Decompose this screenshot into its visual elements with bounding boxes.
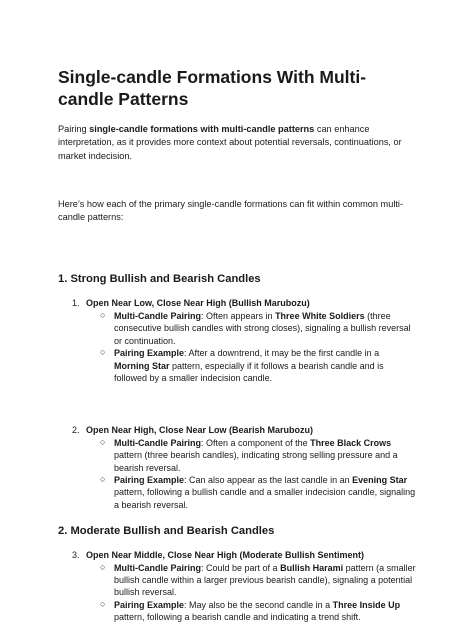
sub-item-pairing	[86, 310, 416, 347]
circle-bullet-icon: ○	[100, 347, 106, 358]
sub-text: pattern, following a bearish candle and indicating a trend shift.	[114, 612, 361, 623]
sub-text: (three consecutive bullish candles with strong closes), signaling a bullish reversal or continuation.	[114, 310, 411, 346]
sub-text: : Often appears in	[201, 310, 276, 321]
sub-label: Multi-Candle Pairing	[114, 562, 202, 573]
sub-bold: Three Black Crows	[310, 437, 392, 448]
list-item-heading: Open Near Low, Close Near High (Bullish Marubozu)	[86, 298, 310, 309]
list-item-heading: Open Near High, Close Near Low (Bearish Marubozu)	[86, 425, 314, 436]
sub-bold: Three Inside Up	[332, 599, 401, 610]
sub-label: Pairing Example	[114, 599, 185, 610]
circle-bullet-icon: ○	[100, 309, 106, 320]
section-heading-1: 1. Strong Bullish and Bearish Candles	[58, 273, 261, 286]
sub-text: pattern, following a bullish candle and a smaller indecision candle, signaling a bearish reversal.	[114, 487, 416, 510]
document-title: Single-candle Formations With Multi-candle Patterns	[58, 67, 367, 109]
intro-text-post: can enhance interpretation, as it provides more context about potential reversals, continuations, or market indecision.	[58, 124, 402, 161]
intro-text-pre: Pairing	[58, 124, 90, 134]
intro-paragraph	[58, 123, 416, 163]
sub-text: pattern (a smaller bullish candle within a larger previous bearish candle), signaling a potential bullish reversal.	[114, 562, 416, 598]
intro2-paragraph: Here’s how each of the primary single-candle formations can fit within common multi-candle patterns:	[58, 198, 404, 223]
sub-bold: Evening Star	[352, 474, 408, 485]
sub-bold: Morning Star	[114, 360, 170, 371]
sub-text: : Often a component of the	[201, 437, 311, 448]
sub-text: : Can also appear as the last candle in an	[184, 474, 353, 485]
circle-bullet-icon: ○	[100, 473, 106, 484]
list-item-heading: Open Near Middle, Close Near High (Moderate Bullish Sentiment)	[86, 550, 365, 561]
sub-label: Multi-Candle Pairing	[114, 310, 202, 321]
sub-item-example	[86, 347, 416, 384]
sub-item-example	[86, 474, 416, 511]
list-item-1	[58, 297, 416, 384]
sub-text: : May also be the second candle in a	[184, 599, 333, 610]
spacer	[58, 384, 416, 424]
list-number: 1.	[72, 298, 80, 309]
sub-label: Multi-Candle Pairing	[114, 437, 202, 448]
sub-bold: Bullish Harami	[280, 562, 344, 573]
circle-bullet-icon: ○	[100, 598, 106, 609]
section-heading-2: 2. Moderate Bullish and Bearish Candles	[58, 525, 275, 538]
sub-text: : After a downtrend, it may be the first candle in a	[184, 348, 380, 359]
sub-text: : Could be part of a	[201, 562, 281, 573]
list-number: 2.	[72, 425, 80, 436]
circle-bullet-icon: ○	[100, 561, 106, 572]
sub-text: pattern (three bearish candles), indicating strong selling pressure and a bearish reversal.	[114, 450, 398, 473]
sub-item-pairing	[86, 562, 416, 599]
sub-label: Pairing Example	[114, 348, 185, 359]
spacer	[58, 511, 416, 524]
list-number: 3.	[72, 550, 80, 561]
sub-item-example	[86, 599, 416, 624]
sub-label: Pairing Example	[114, 474, 185, 485]
sub-text: pattern, especially if it follows a bearish candle and is followed by a smaller indecision candle.	[114, 360, 384, 383]
sub-bold: Three White Soldiers	[275, 310, 365, 321]
intro-text-bold: single-candle formations with multi-candle patterns	[89, 124, 315, 134]
list-item-3	[58, 549, 416, 623]
list-item-2	[58, 424, 416, 511]
circle-bullet-icon: ○	[100, 436, 106, 447]
sub-item-pairing	[86, 437, 416, 474]
